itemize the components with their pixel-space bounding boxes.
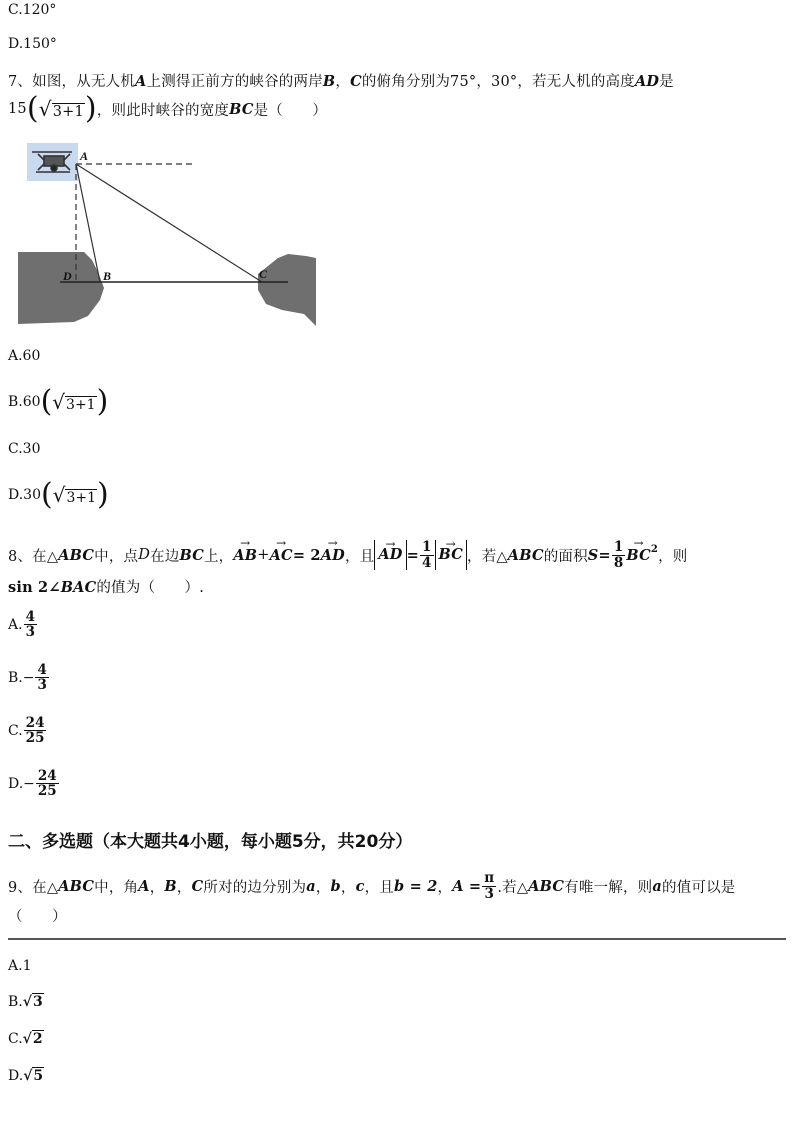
q9-option-d: D.√5 bbox=[8, 1068, 44, 1084]
divider bbox=[8, 938, 786, 940]
canyon-figure bbox=[16, 140, 322, 330]
q8-option-d: D.− $\frac{24}{25}$ bbox=[8, 768, 57, 800]
label-C: C bbox=[259, 267, 268, 281]
sqrt-icon: √5 bbox=[23, 1068, 44, 1084]
q8-line1: 8、 在△ ABC 中，点 D 在边 BC 上， → AB + → AC = 2 → AD ，且 → AD = $\frac{1}{4}$ → BC ，若△ ABC 的面积 S = $\frac{1}{8}$ → BC $^2$ ，则 bbox=[8, 534, 687, 576]
option-c-prev: C.120° bbox=[8, 2, 57, 18]
q8-line2: sin 2∠BAC的值为（ ）. bbox=[8, 579, 205, 596]
label-B: B bbox=[103, 269, 112, 283]
q9-option-a: A.1 bbox=[8, 958, 32, 974]
q9-line2: （ ） bbox=[8, 909, 67, 925]
q7-line1: 7、如图，从无人机A上测得正前方的峡谷的两岸B，C的俯角分别为75°，30°，若无人机的高度AD是 bbox=[8, 73, 674, 90]
right-cliff bbox=[258, 254, 316, 326]
sqrt-icon: √3+1 bbox=[38, 97, 84, 121]
q7-option-b: B.60 ( √3+1 ) bbox=[8, 384, 109, 419]
q8-option-c: C. $\frac{24}{25}$ bbox=[8, 715, 45, 747]
q8-option-b: B.− $\frac{4}{3}$ bbox=[8, 662, 47, 694]
q7-option-a: A.60 bbox=[8, 348, 41, 364]
sqrt-icon: √3+1 bbox=[52, 483, 97, 507]
q8-option-a: A. $\frac{4}{3}$ bbox=[8, 609, 35, 641]
option-d-prev: D.150° bbox=[8, 36, 57, 52]
q9-line1: 9、 在△ ABC 中，角 A ， B ， C 所对的边分别为 a ， b ， c ，且 b = 2 ， A = $\frac{\pi}{3}$ .若△ ABC 有唯一解，则 a 的值可以是 bbox=[8, 870, 736, 902]
q7-option-d: D.30 ( √3+1 ) bbox=[8, 477, 109, 512]
sqrt-icon: √3+1 bbox=[52, 390, 96, 414]
q9-option-c: C.√2 bbox=[8, 1031, 43, 1047]
q9-option-b: B.√3 bbox=[8, 994, 43, 1010]
sqrt-icon: √3 bbox=[22, 994, 43, 1010]
label-D: D bbox=[63, 269, 72, 283]
label-A: A bbox=[80, 149, 89, 163]
line-AC bbox=[76, 164, 262, 282]
q7-option-c: C.30 bbox=[8, 441, 41, 457]
left-cliff bbox=[18, 252, 104, 324]
q7-line2: 15 ( √3+1 ) ，则此时峡谷的宽度 BC 是（ ） bbox=[8, 91, 328, 126]
section-heading: 二、多选题（本大题共4小题，每小题5分，共20分） bbox=[8, 832, 413, 852]
sqrt-icon: √2 bbox=[22, 1031, 43, 1047]
